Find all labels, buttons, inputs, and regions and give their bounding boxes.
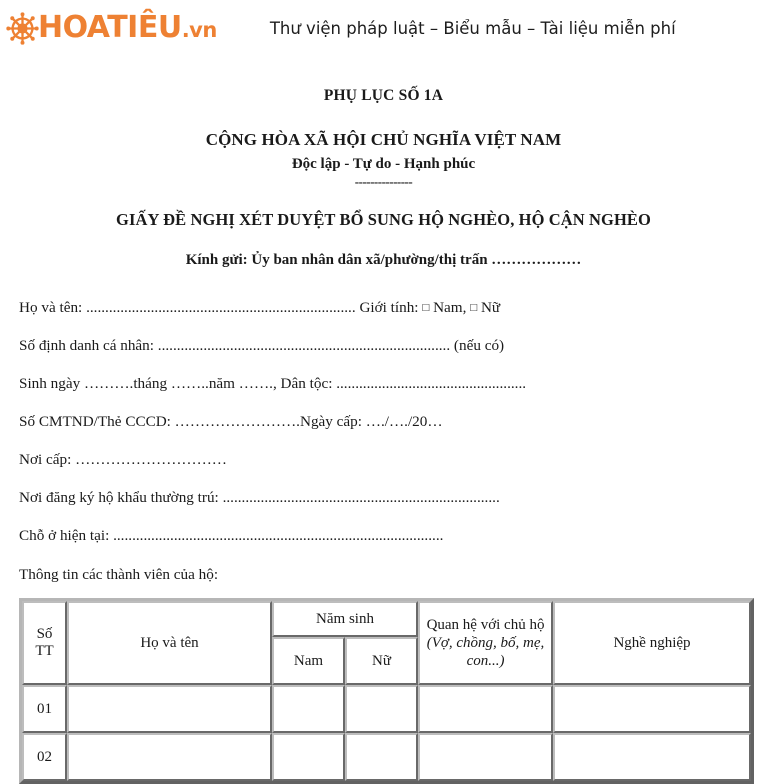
form-fields (19, 298, 748, 545)
header-stt-line2: TT (35, 643, 54, 659)
row-cell-occupation[interactable] (553, 733, 751, 781)
row-cell-male[interactable] (272, 685, 345, 733)
field-full-name (19, 298, 748, 317)
document-body (0, 87, 763, 784)
field-id-card[interactable]: Số CMTND/Thẻ CCCD: …………………….Ngày cấp: …./…./20… (19, 413, 443, 430)
appendix-title: PHỤ LỤC SỐ 1A (323, 87, 444, 104)
members-table-intro: Thông tin các thành viên của hộ: (19, 566, 219, 583)
header-cell-relation (418, 601, 553, 685)
header-cell-male: Nam (272, 637, 345, 685)
header-cell-occupation: Nghề nghiệp (553, 601, 751, 685)
row-index: 01 (22, 685, 67, 733)
site-tagline: Thư viện pháp luật – Biểu mẫu – Tài liệu miễn phí (269, 18, 676, 38)
header-cell-female: Nữ (345, 637, 418, 685)
ship-wheel-icon (6, 12, 39, 45)
logo-name: HOATIÊU (38, 10, 182, 45)
gender-female-checkbox[interactable]: □ (470, 302, 478, 314)
full-name-input-dots[interactable]: ....................................................................... (86, 299, 356, 316)
header-cell-full-name: Họ và tên (67, 601, 272, 685)
national-title: CỘNG HÒA XÃ HỘI CHỦ NGHĨA VIỆT NAM (205, 130, 562, 149)
row-cell-female[interactable] (345, 685, 418, 733)
logo-tld: .vn (181, 18, 217, 42)
row-cell-male[interactable] (272, 733, 345, 781)
site-logo[interactable] (6, 12, 217, 45)
gender-female-label: Nữ (477, 299, 501, 316)
gender-male-label: Nam, (429, 299, 471, 316)
divider-dashes: --------------- (354, 174, 413, 189)
row-cell-relation[interactable] (418, 685, 553, 733)
row-index: 02 (22, 733, 67, 781)
gender-label: Giới tính: (355, 299, 423, 316)
full-name-label: Họ và tên: (19, 299, 87, 316)
logo-wordmark (38, 10, 217, 45)
members-table (19, 598, 754, 784)
row-cell-female[interactable] (345, 733, 418, 781)
header-relation-sub: (Vợ, chồng, bố, mẹ, con...) (426, 635, 545, 669)
field-current-residence[interactable]: Chỗ ở hiện tại: ....................................................................................... (19, 527, 444, 544)
header-stt-line1: Số (36, 626, 53, 642)
table-row (22, 733, 751, 781)
field-issue-place[interactable]: Nơi cấp: ………………………… (19, 451, 227, 468)
row-cell-relation[interactable] (418, 733, 553, 781)
site-header (0, 0, 763, 56)
header-cell-stt (22, 601, 67, 685)
field-permanent-residence[interactable]: Nơi đăng ký hộ khẩu thường trú: ......................................................................... (19, 489, 500, 506)
recipient-line: Kính gửi: Ủy ban nhân dân xã/phường/thị trấn ……………… (185, 252, 582, 268)
form-title: GIẤY ĐỀ NGHỊ XÉT DUYỆT BỔ SUNG HỘ NGHÈO, HỘ CẬN NGHÈO (116, 210, 651, 229)
row-cell-full-name[interactable] (67, 685, 272, 733)
field-birth-date-ethnicity[interactable]: Sinh ngày ……….tháng ……..năm ……., Dân tộc: .................................................. (19, 375, 527, 392)
header-relation-main: Quan hệ với chủ hộ (426, 617, 545, 633)
table-row (22, 685, 751, 733)
header-cell-birth-year: Năm sinh (272, 601, 418, 637)
national-motto: Độc lập - Tự do - Hạnh phúc (291, 156, 476, 172)
row-cell-full-name[interactable] (67, 733, 272, 781)
field-personal-id[interactable]: Số định danh cá nhân: ............................................................................. (nếu có) (19, 337, 505, 354)
row-cell-occupation[interactable] (553, 685, 751, 733)
table-header-row-1 (22, 601, 751, 637)
gender-male-checkbox[interactable]: □ (422, 302, 430, 314)
